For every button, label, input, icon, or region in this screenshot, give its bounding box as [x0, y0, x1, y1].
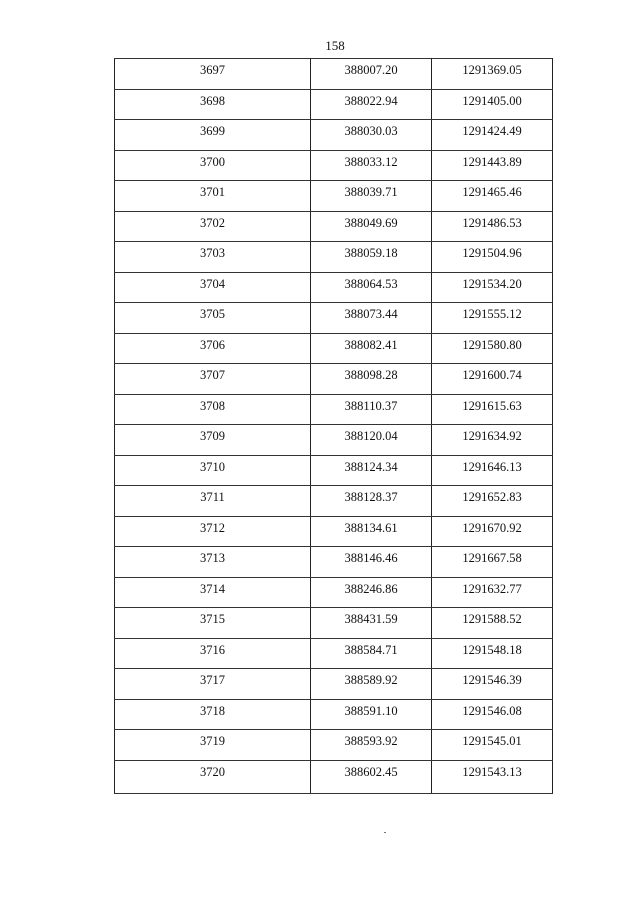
x-coordinate-cell-text: 388124.34 [344, 459, 398, 474]
table-row [115, 272, 553, 303]
x-coordinate-cell-text: 388128.37 [344, 490, 398, 504]
point-number-cell [115, 89, 311, 120]
x-coordinate-cell-text: 388033.12 [344, 154, 398, 169]
table-row [115, 211, 553, 242]
x-coordinate-cell-text: 388022.94 [344, 93, 398, 108]
x-coordinate-cell [311, 577, 432, 608]
table-row [115, 59, 553, 90]
x-coordinate-cell [311, 303, 432, 334]
x-coordinate-cell [311, 59, 432, 90]
table-row [115, 638, 553, 669]
y-coordinate-cell [432, 120, 553, 151]
x-coordinate-cell [311, 120, 432, 151]
y-coordinate-cell [432, 638, 553, 669]
table-row [115, 608, 553, 639]
point-number-cell [115, 120, 311, 151]
y-coordinate-cell-text: 1291545.01 [462, 734, 522, 748]
scan-speck [384, 832, 386, 833]
table-row [115, 150, 553, 181]
point-number-cell-text: 3703 [200, 246, 225, 260]
point-number-cell [115, 577, 311, 608]
table-row [115, 333, 553, 364]
y-coordinate-cell [432, 211, 553, 242]
y-coordinate-cell-text: 1291424.49 [462, 124, 522, 138]
y-coordinate-cell-text: 1291580.80 [462, 337, 522, 352]
point-number-cell [115, 211, 311, 242]
page-number: 158 [325, 38, 345, 53]
point-number-cell-text: 3706 [200, 337, 225, 352]
y-coordinate-cell [432, 303, 553, 334]
x-coordinate-cell [311, 211, 432, 242]
y-coordinate-cell [432, 577, 553, 608]
point-number-cell-text: 3709 [200, 429, 225, 443]
point-number-cell [115, 730, 311, 761]
x-coordinate-cell-text: 388110.37 [344, 398, 398, 413]
point-number-cell [115, 669, 311, 700]
x-coordinate-cell-text: 388007.20 [344, 63, 398, 77]
point-number-cell-text: 3697 [200, 63, 225, 77]
y-coordinate-cell [432, 455, 553, 486]
y-coordinate-cell-text: 1291632.77 [462, 581, 522, 596]
x-coordinate-cell [311, 455, 432, 486]
x-coordinate-cell-text: 388039.71 [344, 185, 398, 199]
y-coordinate-cell-text: 1291486.53 [462, 215, 522, 230]
point-number-cell-text: 3713 [200, 551, 225, 565]
table-row [115, 455, 553, 486]
y-coordinate-cell-text: 1291600.74 [462, 368, 522, 382]
y-coordinate-cell-text: 1291405.00 [462, 93, 522, 108]
x-coordinate-cell [311, 181, 432, 212]
y-coordinate-cell [432, 425, 553, 456]
coordinates-table [114, 58, 553, 794]
x-coordinate-cell [311, 669, 432, 700]
table-row [115, 516, 553, 547]
y-coordinate-cell-text: 1291504.96 [462, 246, 522, 260]
y-coordinate-cell-text: 1291443.89 [462, 154, 522, 169]
y-coordinate-cell-text: 1291670.92 [462, 520, 522, 535]
point-number-cell [115, 516, 311, 547]
x-coordinate-cell-text: 388098.28 [344, 368, 398, 382]
table-row [115, 120, 553, 151]
table-row [115, 394, 553, 425]
table-row [115, 486, 553, 517]
point-number-cell [115, 272, 311, 303]
point-number-cell [115, 547, 311, 578]
x-coordinate-cell [311, 486, 432, 517]
x-coordinate-cell [311, 760, 432, 793]
x-coordinate-cell-text: 388030.03 [344, 124, 398, 138]
point-number-cell [115, 699, 311, 730]
point-number-cell [115, 486, 311, 517]
x-coordinate-cell-text: 388589.92 [344, 673, 398, 687]
point-number-cell-text: 3705 [200, 307, 225, 321]
x-coordinate-cell-text: 388431.59 [344, 612, 398, 626]
x-coordinate-cell [311, 89, 432, 120]
x-coordinate-cell-text: 388146.46 [344, 551, 398, 565]
table-row [115, 181, 553, 212]
x-coordinate-cell [311, 699, 432, 730]
y-coordinate-cell-text: 1291548.18 [462, 642, 522, 657]
x-coordinate-cell-text: 388120.04 [344, 429, 398, 443]
y-coordinate-cell [432, 394, 553, 425]
x-coordinate-cell-text: 388584.71 [344, 642, 398, 657]
table-row [115, 425, 553, 456]
y-coordinate-cell [432, 516, 553, 547]
table-row [115, 89, 553, 120]
point-number-cell-text: 3704 [200, 276, 225, 291]
x-coordinate-cell-text: 388082.41 [344, 337, 398, 352]
x-coordinate-cell [311, 638, 432, 669]
y-coordinate-cell [432, 89, 553, 120]
x-coordinate-cell-text: 388059.18 [344, 246, 398, 260]
point-number-cell [115, 59, 311, 90]
x-coordinate-cell-text: 388073.44 [344, 307, 398, 321]
y-coordinate-cell-text: 1291667.58 [462, 551, 522, 565]
point-number-cell [115, 364, 311, 395]
x-coordinate-cell [311, 730, 432, 761]
y-coordinate-cell [432, 547, 553, 578]
table-row [115, 364, 553, 395]
y-coordinate-cell-text: 1291534.20 [462, 276, 522, 291]
x-coordinate-cell [311, 272, 432, 303]
x-coordinate-cell [311, 150, 432, 181]
y-coordinate-cell [432, 699, 553, 730]
x-coordinate-cell [311, 516, 432, 547]
y-coordinate-cell-text: 1291646.13 [462, 459, 522, 474]
point-number-cell-text: 3718 [200, 703, 225, 718]
y-coordinate-cell-text: 1291369.05 [462, 63, 522, 77]
x-coordinate-cell-text: 388602.45 [344, 764, 398, 779]
table-row [115, 699, 553, 730]
point-number-cell-text: 3712 [200, 520, 225, 535]
table-row [115, 730, 553, 761]
y-coordinate-cell-text: 1291615.63 [462, 398, 522, 413]
point-number-cell-text: 3702 [200, 215, 225, 230]
y-coordinate-cell-text: 1291652.83 [462, 490, 522, 504]
table-row [115, 303, 553, 334]
point-number-cell-text: 3714 [200, 581, 225, 596]
x-coordinate-cell-text: 388049.69 [344, 215, 398, 230]
y-coordinate-cell [432, 59, 553, 90]
point-number-cell-text: 3711 [200, 490, 225, 504]
x-coordinate-cell-text: 388134.61 [344, 520, 398, 535]
y-coordinate-cell [432, 364, 553, 395]
x-coordinate-cell-text: 388246.86 [344, 581, 398, 596]
y-coordinate-cell [432, 150, 553, 181]
y-coordinate-cell [432, 730, 553, 761]
table-row [115, 669, 553, 700]
point-number-cell [115, 608, 311, 639]
y-coordinate-cell [432, 760, 553, 793]
table-row [115, 577, 553, 608]
y-coordinate-cell-text: 1291634.92 [462, 429, 522, 443]
point-number-cell-text: 3710 [200, 459, 225, 474]
y-coordinate-cell-text: 1291555.12 [462, 307, 522, 321]
y-coordinate-cell [432, 669, 553, 700]
point-number-cell-text: 3708 [200, 398, 225, 413]
point-number-cell-text: 3707 [200, 368, 225, 382]
y-coordinate-cell [432, 242, 553, 273]
y-coordinate-cell [432, 333, 553, 364]
point-number-cell-text: 3720 [200, 764, 225, 779]
point-number-cell [115, 760, 311, 793]
point-number-cell-text: 3717 [200, 673, 225, 687]
point-number-cell [115, 242, 311, 273]
point-number-cell-text: 3715 [200, 612, 225, 626]
point-number-cell [115, 181, 311, 212]
y-coordinate-cell [432, 608, 553, 639]
x-coordinate-cell-text: 388064.53 [344, 276, 398, 291]
x-coordinate-cell [311, 608, 432, 639]
point-number-cell-text: 3699 [200, 124, 225, 138]
point-number-cell-text: 3719 [200, 734, 225, 748]
x-coordinate-cell [311, 364, 432, 395]
coordinates-table-body [115, 59, 553, 794]
table-row [115, 760, 553, 793]
y-coordinate-cell-text: 1291588.52 [462, 612, 522, 626]
y-coordinate-cell-text: 1291546.08 [462, 703, 522, 718]
y-coordinate-cell [432, 181, 553, 212]
x-coordinate-cell-text: 388593.92 [344, 734, 398, 748]
point-number-cell-text: 3700 [200, 154, 225, 169]
y-coordinate-cell-text: 1291543.13 [462, 764, 522, 779]
point-number-cell-text: 3701 [200, 185, 225, 199]
x-coordinate-cell [311, 333, 432, 364]
x-coordinate-cell [311, 242, 432, 273]
y-coordinate-cell [432, 486, 553, 517]
point-number-cell [115, 425, 311, 456]
table-row [115, 242, 553, 273]
y-coordinate-cell [432, 272, 553, 303]
x-coordinate-cell-text: 388591.10 [344, 703, 398, 718]
y-coordinate-cell-text: 1291546.39 [462, 673, 522, 687]
point-number-cell [115, 303, 311, 334]
point-number-cell [115, 333, 311, 364]
x-coordinate-cell [311, 425, 432, 456]
point-number-cell [115, 150, 311, 181]
point-number-cell-text: 3698 [200, 93, 225, 108]
point-number-cell-text: 3716 [200, 642, 225, 657]
x-coordinate-cell [311, 394, 432, 425]
table-row [115, 547, 553, 578]
point-number-cell [115, 394, 311, 425]
x-coordinate-cell [311, 547, 432, 578]
point-number-cell [115, 455, 311, 486]
y-coordinate-cell-text: 1291465.46 [462, 185, 522, 199]
point-number-cell [115, 638, 311, 669]
